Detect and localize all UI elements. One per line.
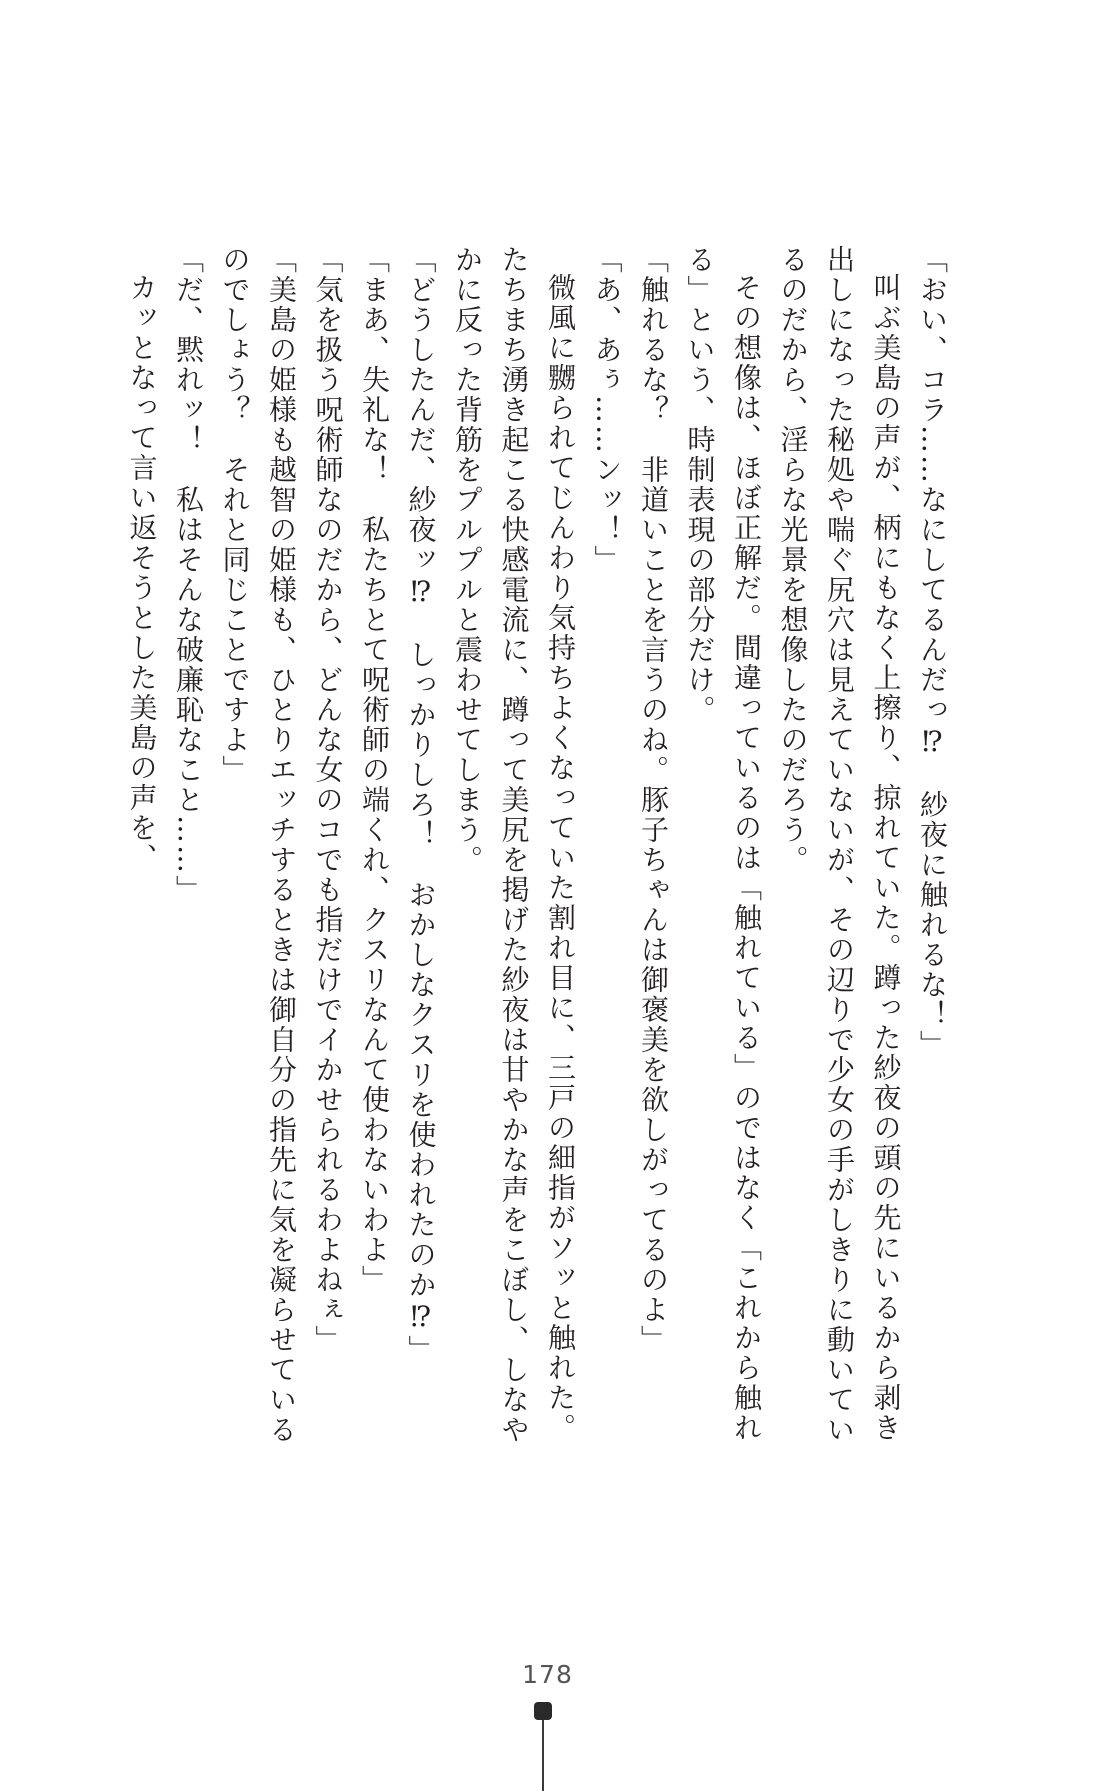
text-line: 「おい、コラ……なにしてるんだっ⁉ 紗夜に触れるな！」 — [916, 245, 949, 1060]
text-line: るのだから、淫らな光景を想像したのだろう。 — [776, 245, 810, 875]
text-line: 「触れるな？ 非道いことを言うのね。豚子ちゃんは御褒美を欲しがってるのよ」 — [637, 245, 670, 1355]
text-line: 「気を扱う呪術師なのだから、どんな女のコでも指だけでイかせられるわよねぇ」 — [311, 245, 345, 1355]
text-line: 「あ、あぅ……ンッ！」 — [590, 245, 624, 575]
text-line: かに反った背筋をプルプルと震わせてしまう。 — [451, 245, 484, 875]
folio-rule-line — [542, 1720, 544, 1791]
text-line: たちまち湧き起こる快感電流に、蹲って美尻を掲げた紗夜は甘やかな声をこぼし、しなや — [497, 245, 531, 1445]
text-line: 「だ、黙れッ！ 私はそんな破廉恥なこと……」 — [172, 245, 205, 905]
text-line: カッとなって言い返そうとした美島の声を、 — [125, 273, 159, 873]
text-line: 叫ぶ美島の声が、柄にもなく上擦り、掠れていた。蹲った紗夜の頭の先にいるから剥き — [869, 273, 903, 1443]
text-line: 「どうしたんだ、紗夜ッ⁉ しっかりしろ！ おかしなクスリを使われたのか⁉」 — [404, 245, 438, 1365]
text-line: その想像は、ほぼ正解だ。間違っているのは「触れている」のではなく「これから触れ — [730, 273, 763, 1443]
folio-marker — [534, 1702, 552, 1720]
text-line: る」という、時制表現の部分だけ。 — [683, 245, 717, 725]
vertical-text-body — [118, 245, 955, 1555]
page-number: 178 — [522, 1660, 573, 1689]
text-line: 「美島の姫様も越智の姫様も、ひとりエッチするときは御自分の指先に気を凝らせている — [265, 245, 298, 1445]
text-line: 「まあ、失礼な！ 私たちとて呪術師の端くれ、クスリなんて使わないわよ」 — [358, 245, 391, 1295]
text-line: のでしょう？ それと同じことですよ」 — [218, 245, 252, 785]
text-line: 微風に嬲られてじんわり気持ちよくなっていた割れ目に、三戸の細指がソッと触れた。 — [544, 273, 577, 1443]
text-line: 出しになった秘処や喘ぐ尻穴は見えていないが、その辺りで少女の手がしきりに動いてい — [823, 245, 856, 1445]
